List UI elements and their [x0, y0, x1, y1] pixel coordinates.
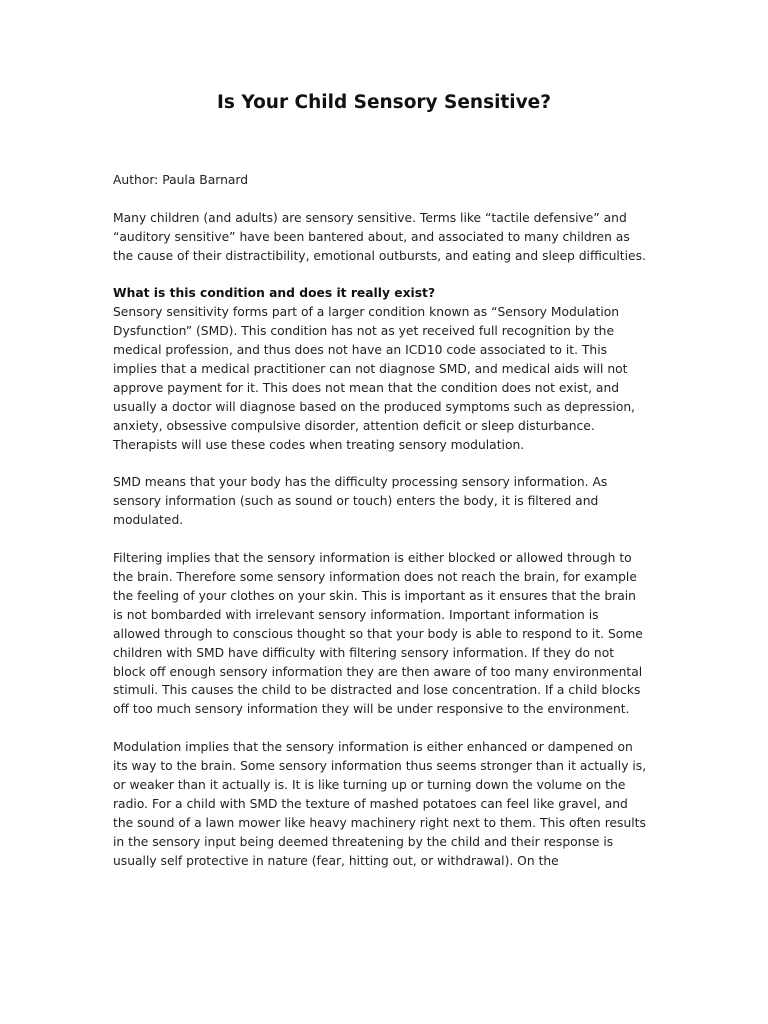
document-title: Is Your Child Sensory Sensitive?: [217, 92, 551, 113]
paragraph-filtering: Filtering implies that the sensory information is either blocked or allowed through to the brain. Therefore some sensory information does not reach the brain, for example the feeling of your clothes on your skin. This is important as it ensures that the brain is not bombarded with irrelevant sensory information. Important information is allowed through to conscious thought so that your body is able to respond to it. Some children with SMD have difficulty with filtering sensory information. If they do not block off enough sensory information they are then aware of too many environmental stimuli. This causes the child to be distracted and lose concentration. If a child blocks off too much sensory information they will be under responsive to the environment.: [113, 551, 643, 717]
paragraph-modulation: Modulation implies that the sensory information is either enhanced or dampened on its way to the brain. Some sensory information thus seems stronger than it actually is, or weaker than it actually is. It is like turning up or turning down the volume on the radio. For a child with SMD the texture of mashed potatoes can feel like gravel, and the sound of a lawn mower like heavy machinery right next to them. This often results in the sensory input being deemed threatening by the child and their response is usually self protective in nature (fear, hitting out, or withdrawal). On the: [113, 740, 647, 868]
section-subheading: What is this condition and does it really exist?: [113, 286, 436, 301]
paragraph-smd-definition: Sensory sensitivity forms part of a larger condition known as “Sensory Modulation Dysfunction” (SMD). This condition has not as yet received full recognition by the medical profession, and thus does not have an ICD10 code associated to it. This implies that a medical practitioner can not diagnose SMD, and medical aids will not approve payment for it. This does not mean that the condition does not exist, and usually a doctor will diagnose based on the produced symptoms such as depression, anxiety, obsessive compulsive disorder, attention deficit or sleep disturbance. Therapists will use these codes when treating sensory modulation.: [113, 305, 636, 452]
author-line: Author: Paula Barnard: [113, 173, 249, 187]
document-body: [113, 171, 649, 870]
paragraph-smd-processing: SMD means that your body has the difficulty processing sensory information. As sensory information (such as sound or touch) enters the body, it is filtered and modulated.: [113, 475, 608, 528]
paragraph-intro: Many children (and adults) are sensory sensitive. Terms like “tactile defensive” and “auditory sensitive” have been bantered about, and associated to many children as the cause of their distractibility, emotional outbursts, and eating and sleep difficulties.: [113, 210, 646, 263]
